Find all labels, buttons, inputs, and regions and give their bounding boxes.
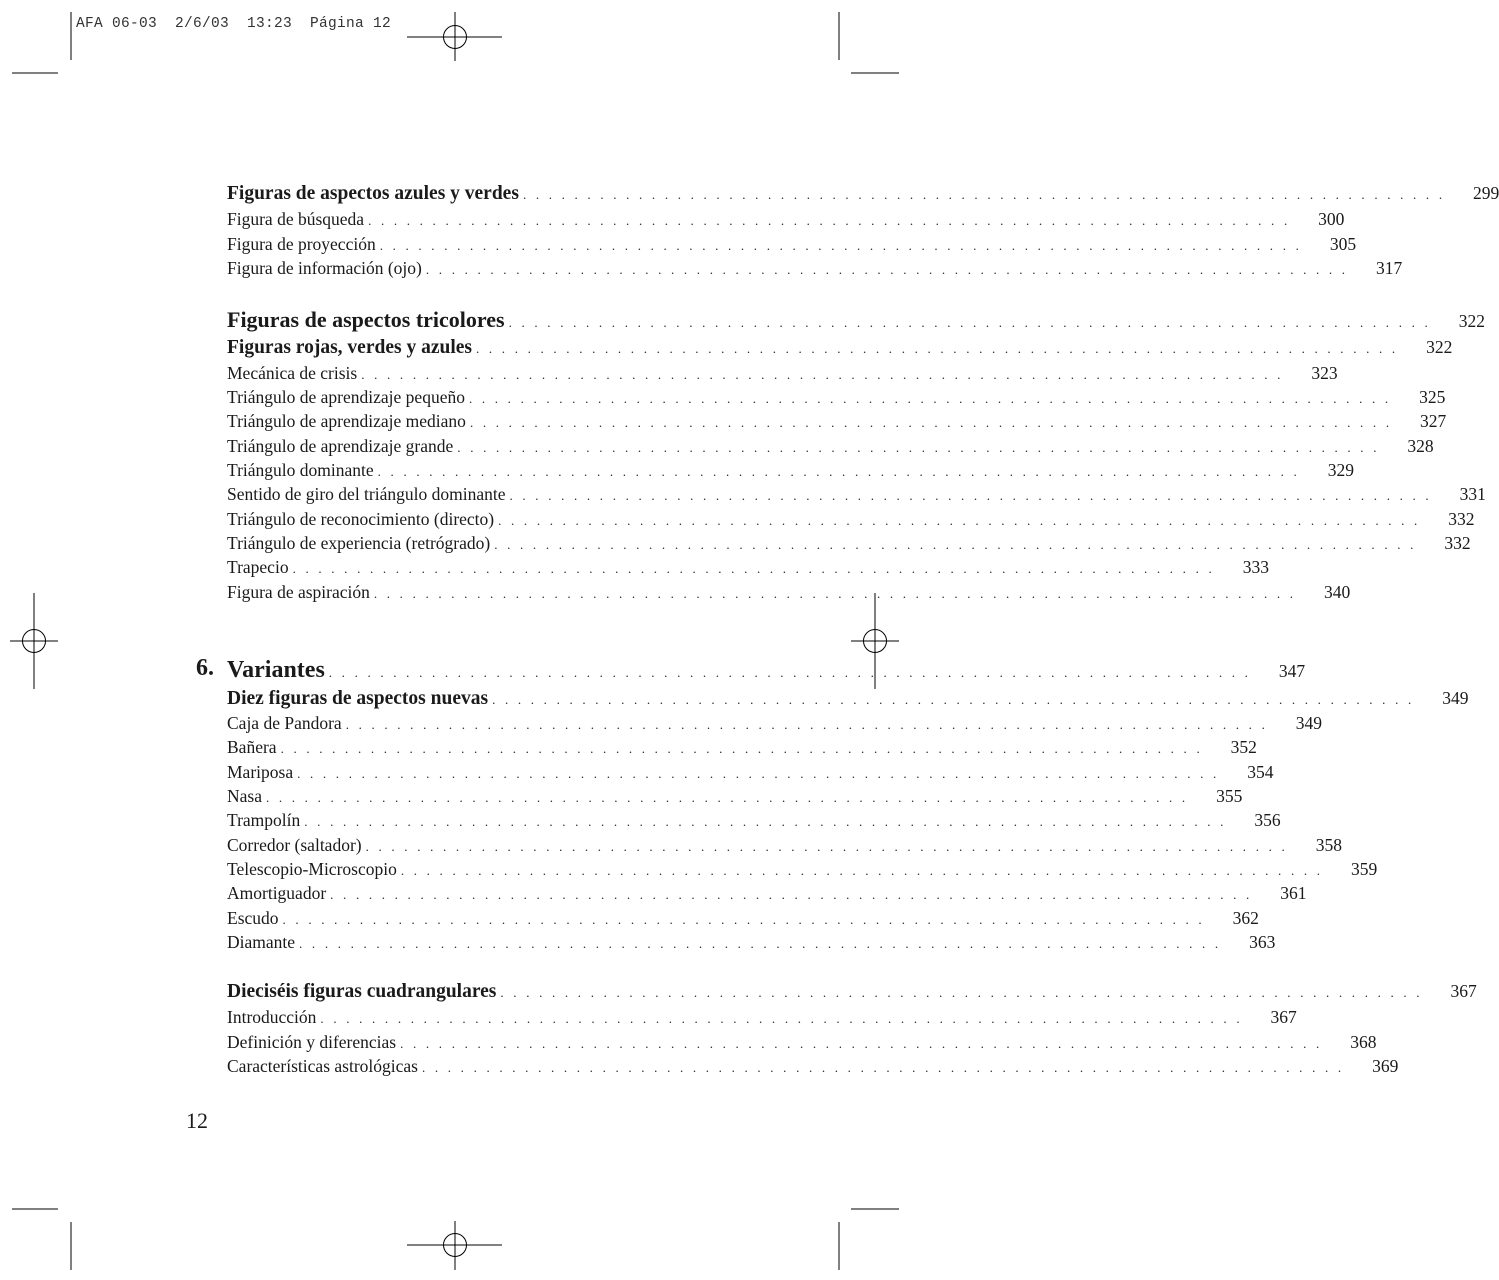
toc-entry-title: Triángulo dominante [227, 460, 374, 480]
toc-entry-title: Triángulo de aprendizaje grande [227, 436, 454, 456]
toc-entry-title: Telescopio-Microscopio [227, 859, 397, 879]
toc-entry-title: Figura de búsqueda [227, 209, 365, 229]
dot-leader: . . . . . . . . . . . . . . . . . . . . . . . . . . . . . . . . . . . . . . . . . . . . . . . . . . . . . . . . . . . . . . . . . . . . . . . . [373, 586, 1297, 601]
toc-entry-title: Diamante [227, 932, 296, 952]
dot-leader: . . . . . . . . . . . . . . . . . . . . . . . . . . . . . . . . . . . . . . . . . . . . . . . . . . . . . . . . . . . . . . . . . . . . . . . . [508, 315, 1431, 330]
toc-entry-page: 349 [1442, 688, 1469, 708]
toc-entry-page: 325 [1419, 387, 1446, 407]
toc-entry [227, 258, 1403, 284]
dot-leader: . . . . . . . . . . . . . . . . . . . . . . . . . . . . . . . . . . . . . . . . . . . . . . . . . . . . . . . . . . . . . . . . . . . . . . . . [400, 1036, 1323, 1051]
toc-entry-title: Figuras de aspectos tricolores [227, 307, 505, 332]
toc-entry [227, 786, 1243, 812]
dot-leader: . . . . . . . . . . . . . . . . . . . . . . . . . . . . . . . . . . . . . . . . . . . . . . . . . . . . . . . . . . . . . . . . . . . . . . . . [492, 692, 1415, 707]
toc-entry-page: 347 [1278, 661, 1306, 681]
toc-entry-page: 359 [1350, 859, 1378, 879]
dot-leader: . . . . . . . . . . . . . . . . . . . . . . . . . . . . . . . . . . . . . . . . . . . . . . . . . . . . . . . . . . . . . . . . . . . . . . . . [468, 391, 1392, 406]
toc-entry-title: Figura de aspiración [227, 582, 370, 602]
toc-entry-page: 356 [1254, 810, 1281, 830]
toc-entry [227, 337, 1453, 363]
toc-entry-title: Bañera [227, 737, 277, 757]
toc-entry-page: 369 [1372, 1056, 1399, 1076]
toc-entry [227, 509, 1475, 535]
toc-entry-title: Características astrológicas [227, 1056, 418, 1076]
dot-leader: . . . . . . . . . . . . . . . . . . . . . . . . . . . . . . . . . . . . . . . . . . . . . . . . . . . . . . . . . . . . . . . . . . . . . . . . [500, 985, 1423, 1000]
toc-entry-page: 362 [1232, 908, 1259, 928]
toc-entry-title: Trampolín [227, 810, 301, 830]
toc-entry-title: Figuras de aspectos azules y verdes [227, 183, 519, 204]
dot-leader: . . . . . . . . . . . . . . . . . . . . . . . . . . . . . . . . . . . . . . . . . . . . . . . . . . . . . . . . . . . . . . . . . . . . . . . . [425, 262, 1349, 277]
toc-entry-page: 300 [1318, 209, 1345, 229]
dot-leader: . . . . . . . . . . . . . . . . . . . . . . . . . . . . . . . . . . . . . . . . . . . . . . . . . . . . . . . . . . . . . . . . . . . . . . . . [345, 717, 1269, 732]
toc-entry-page: 327 [1420, 411, 1447, 431]
dot-leader: . . . . . . . . . . . . . . . . . . . . . . . . . . . . . . . . . . . . . . . . . . . . . . . . . . . . . . . . . . . . . . . . . . . . . . . . [361, 367, 1284, 382]
toc-entry-page: 332 [1444, 533, 1471, 553]
toc-entry [227, 1007, 1297, 1033]
toc-entry-page: 363 [1249, 932, 1276, 952]
toc-entry-page: 354 [1247, 762, 1274, 782]
toc-entry [227, 387, 1446, 413]
toc-entry [227, 363, 1338, 389]
dot-leader: . . . . . . . . . . . . . . . . . . . . . . . . . . . . . . . . . . . . . . . . . . . . . . . . . . . . . . . . . . . . . . . . . . . . . . . . [282, 912, 1205, 927]
dot-leader: . . . . . . . . . . . . . . . . . . . . . . . . . . . . . . . . . . . . . . . . . . . . . . . . . . . . . . . . . . . . . . . . . . . . . . . . [377, 464, 1300, 479]
toc-entry-page: 367 [1270, 1007, 1297, 1027]
dot-leader: . . . . . . . . . . . . . . . . . . . . . . . . . . . . . . . . . . . . . . . . . . . . . . . . . . . . . . . . . . . . . . . . . . . . . . . . [265, 790, 1189, 805]
toc-entry [227, 688, 1469, 714]
toc-entry [227, 908, 1259, 934]
toc-entry [227, 582, 1351, 608]
dot-leader: . . . . . . . . . . . . . . . . . . . . . . . . . . . . . . . . . . . . . . . . . . . . . . . . . . . . . . . . . . . . . . . . . . . . . . . . [304, 814, 1227, 829]
toc-entry-title: Corredor (saltador) [227, 835, 362, 855]
dot-leader: . . . . . . . . . . . . . . . . . . . . . . . . . . . . . . . . . . . . . . . . . . . . . . . . . . . . . . . . . . . . . . . . . . . . . . . . [299, 936, 1222, 951]
toc-entry-page: 340 [1323, 582, 1351, 602]
toc-entry-title: Figura de proyección [227, 234, 376, 254]
toc-entry [227, 883, 1307, 909]
toc-entry [227, 859, 1378, 885]
toc-entry [227, 234, 1357, 260]
toc-entry-title: Mariposa [227, 762, 294, 782]
toc-entry-page: 331 [1459, 484, 1486, 504]
dot-leader: . . . . . . . . . . . . . . . . . . . . . . . . . . . . . . . . . . . . . . . . . . . . . . . . . . . . . . . . . . . . . . . . . . . . . . . . [328, 665, 1252, 680]
dot-leader: . . . . . . . . . . . . . . . . . . . . . . . . . . . . . . . . . . . . . . . . . . . . . . . . . . . . . . . . . . . . . . . . . . . . . . . . [365, 839, 1288, 854]
dot-leader: . . . . . . . . . . . . . . . . . . . . . . . . . . . . . . . . . . . . . . . . . . . . . . . . . . . . . . . . . . . . . . . . . . . . . . . . [379, 238, 1303, 253]
dot-leader: . . . . . . . . . . . . . . . . . . . . . . . . . . . . . . . . . . . . . . . . . . . . . . . . . . . . . . . . . . . . . . . . . . . . . . . . [330, 887, 1253, 902]
toc-entry-page: 368 [1350, 1032, 1377, 1052]
toc-entry-page: 358 [1315, 835, 1342, 855]
dot-leader: . . . . . . . . . . . . . . . . . . . . . . . . . . . . . . . . . . . . . . . . . . . . . . . . . . . . . . . . . . . . . . . . . . . . . . . . [400, 863, 1324, 878]
toc-entry-page: 361 [1280, 883, 1307, 903]
toc-entry-title: Sentido de giro del triángulo dominante [227, 484, 506, 504]
toc-entry [227, 981, 1477, 1007]
toc-entry [227, 657, 1306, 683]
dot-leader: . . . . . . . . . . . . . . . . . . . . . . . . . . . . . . . . . . . . . . . . . . . . . . . . . . . . . . . . . . . . . . . . . . . . . . . . [368, 213, 1291, 228]
toc-entry [227, 932, 1276, 958]
toc-entry-title: Introducción [227, 1007, 317, 1027]
dot-leader: . . . . . . . . . . . . . . . . . . . . . . . . . . . . . . . . . . . . . . . . . . . . . . . . . . . . . . . . . . . . . . . . . . . . . . . . [292, 561, 1215, 576]
toc-entry-title: Triángulo de aprendizaje pequeño [227, 387, 465, 407]
toc-entry-title: Triángulo de experiencia (retrógrado) [227, 533, 491, 553]
toc-entry [227, 460, 1354, 486]
toc-entry-page: 305 [1329, 234, 1357, 254]
dot-leader: . . . . . . . . . . . . . . . . . . . . . . . . . . . . . . . . . . . . . . . . . . . . . . . . . . . . . . . . . . . . . . . . . . . . . . . . [476, 341, 1399, 356]
dot-leader: . . . . . . . . . . . . . . . . . . . . . . . . . . . . . . . . . . . . . . . . . . . . . . . . . . . . . . . . . . . . . . . . . . . . . . . . [421, 1060, 1345, 1075]
toc-entry [227, 713, 1323, 739]
toc-entry-page: 329 [1327, 460, 1354, 480]
toc-entry [227, 484, 1486, 510]
toc-entry-page: 349 [1295, 713, 1323, 733]
toc-entry [227, 209, 1345, 235]
chapter-number: 6. [196, 655, 214, 681]
toc-entry-title: Figuras rojas, verdes y azules [227, 337, 472, 358]
toc-entry-title: Triángulo de aprendizaje mediano [227, 411, 466, 431]
dot-leader: . . . . . . . . . . . . . . . . . . . . . . . . . . . . . . . . . . . . . . . . . . . . . . . . . . . . . . . . . . . . . . . . . . . . . . . . [320, 1011, 1243, 1026]
toc-entry-page: 323 [1311, 363, 1338, 383]
toc-entry-page: 352 [1230, 737, 1257, 757]
toc-entry-page: 332 [1448, 509, 1475, 529]
toc-entry-page: 299 [1473, 183, 1499, 203]
toc-entry-title: Caja de Pandora [227, 713, 342, 733]
toc-entry-title: Variantes [227, 657, 325, 683]
dot-leader: . . . . . . . . . . . . . . . . . . . . . . . . . . . . . . . . . . . . . . . . . . . . . . . . . . . . . . . . . . . . . . . . . . . . . . . . [494, 537, 1417, 552]
toc-entry-page: 322 [1458, 311, 1485, 331]
toc-entry [227, 436, 1434, 462]
dot-leader: . . . . . . . . . . . . . . . . . . . . . . . . . . . . . . . . . . . . . . . . . . . . . . . . . . . . . . . . . . . . . . . . . . . . . . . . [469, 415, 1393, 430]
dot-leader: . . . . . . . . . . . . . . . . . . . . . . . . . . . . . . . . . . . . . . . . . . . . . . . . . . . . . . . . . . . . . . . . . . . . . . . . [457, 440, 1380, 455]
toc-entry-title: Figura de información (ojo) [227, 258, 422, 278]
toc-entry [227, 307, 1485, 333]
print-slug: AFA 06-03 2/6/03 13:23 Página 12 [76, 16, 392, 32]
toc-entry-title: Dieciséis figuras cuadrangulares [227, 981, 497, 1002]
toc-entry [227, 737, 1257, 763]
toc-entry [227, 835, 1342, 861]
dot-leader: . . . . . . . . . . . . . . . . . . . . . . . . . . . . . . . . . . . . . . . . . . . . . . . . . . . . . . . . . . . . . . . . . . . . . . . . [509, 488, 1432, 503]
toc-entry-title: Diez figuras de aspectos nuevas [227, 688, 489, 709]
toc-entry-page: 367 [1450, 981, 1477, 1001]
toc-entry [227, 533, 1471, 559]
dot-leader: . . . . . . . . . . . . . . . . . . . . . . . . . . . . . . . . . . . . . . . . . . . . . . . . . . . . . . . . . . . . . . . . . . . . . . . . [297, 766, 1220, 781]
toc-entry [227, 762, 1274, 788]
toc-entry-title: Trapecio [227, 557, 289, 577]
toc-entry-page: 328 [1407, 436, 1434, 456]
toc-entry-page: 355 [1216, 786, 1243, 806]
toc-entry [227, 557, 1269, 583]
dot-leader: . . . . . . . . . . . . . . . . . . . . . . . . . . . . . . . . . . . . . . . . . . . . . . . . . . . . . . . . . . . . . . . . . . . . . . . . [498, 513, 1421, 528]
toc-entry-title: Triángulo de reconocimiento (directo) [227, 509, 495, 529]
toc-entry-title: Mecánica de crisis [227, 363, 358, 383]
toc-entry-page: 317 [1376, 258, 1403, 278]
toc-entry-title: Nasa [227, 786, 262, 806]
toc-entry-page: 333 [1242, 557, 1269, 577]
toc-entry-title: Amortiguador [227, 883, 327, 903]
toc-entry-title: Definición y diferencias [227, 1032, 397, 1052]
page-number: 12 [186, 1108, 208, 1133]
toc-entry [227, 411, 1447, 437]
toc-entry [227, 810, 1281, 836]
toc-entry [227, 1056, 1399, 1082]
toc-entry-title: Escudo [227, 908, 279, 928]
dot-leader: . . . . . . . . . . . . . . . . . . . . . . . . . . . . . . . . . . . . . . . . . . . . . . . . . . . . . . . . . . . . . . . . . . . . . . . . [522, 187, 1446, 202]
toc-entry [227, 1032, 1377, 1058]
toc-entry-page: 322 [1426, 337, 1453, 357]
toc-entry [227, 183, 1499, 209]
dot-leader: . . . . . . . . . . . . . . . . . . . . . . . . . . . . . . . . . . . . . . . . . . . . . . . . . . . . . . . . . . . . . . . . . . . . . . . . [280, 741, 1203, 756]
